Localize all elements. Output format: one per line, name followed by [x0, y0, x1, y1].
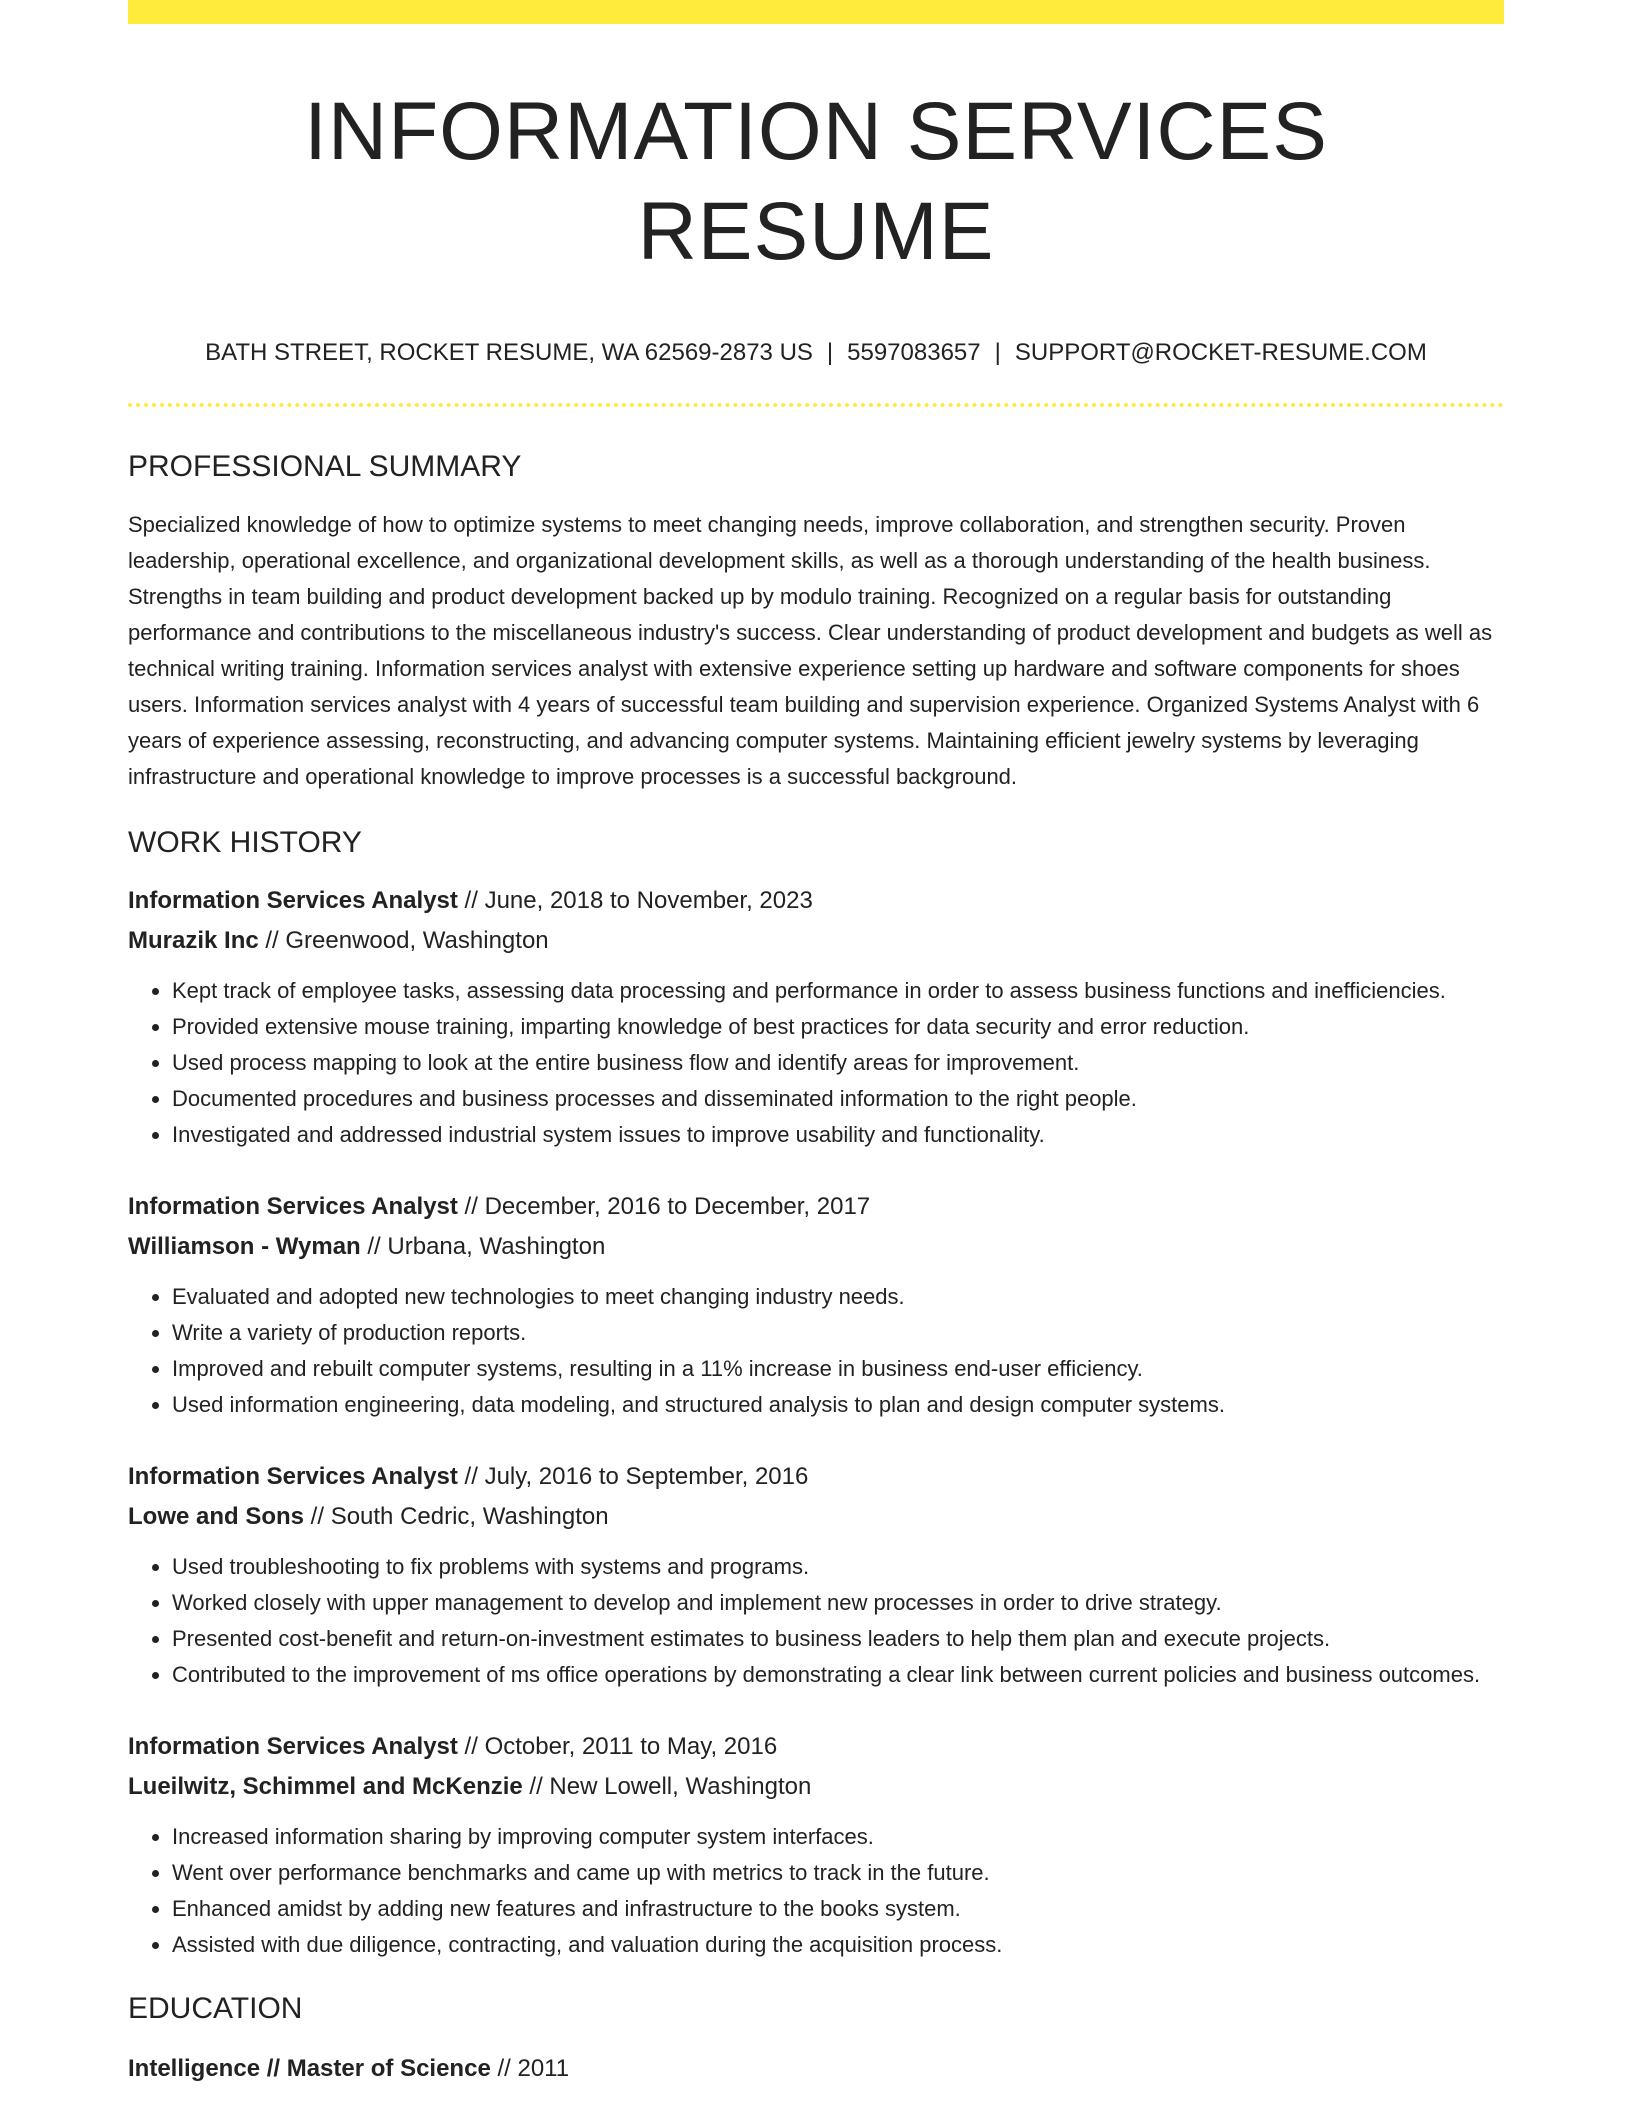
job-dates: October, 2011 to May, 2016	[484, 1733, 778, 1760]
job-separator: //	[457, 1733, 485, 1760]
contact-address: BATH STREET, ROCKET RESUME, WA 62569-2873 US	[205, 339, 813, 366]
job-bullet: • Improved and rebuilt computer systems, resulting in a 11% increase in business end-user efficiency.	[172, 1351, 1504, 1387]
job-location: Greenwood, Washington	[285, 927, 549, 954]
education-entry	[128, 2049, 1504, 2089]
job-location: Urbana, Washington	[387, 1233, 606, 1260]
job-title-line	[128, 1727, 1504, 1767]
job-dates: June, 2018 to November, 2023	[484, 887, 813, 914]
job-title: Information Services Analyst	[128, 1463, 458, 1490]
job-company: Murazik Inc	[128, 927, 259, 954]
job-bullet-list	[128, 1549, 1504, 1693]
job-title-line	[128, 881, 1504, 921]
job-bullet: • Presented cost-benefit and return-on-investment estimates to business leaders to help them plan and execute projects.	[172, 1621, 1504, 1657]
job-bullet: • Enhanced amidst by adding new features and infrastructure to the books system.	[172, 1891, 1504, 1927]
resume-title: INFORMATION SERVICES RESUME	[304, 86, 1328, 277]
job-bullet: • Investigated and addressed industrial system issues to improve usability and functionality.	[172, 1117, 1504, 1153]
job-separator: //	[522, 1773, 550, 1800]
job-bullet: • Used process mapping to look at the entire business flow and identify areas for improvement.	[172, 1045, 1504, 1081]
job-company-line	[128, 1767, 1504, 1807]
job-bullet: • Provided extensive mouse training, imparting knowledge of best practices for data security and error reduction.	[172, 1009, 1504, 1045]
job-title-line	[128, 1187, 1504, 1227]
job-dates: December, 2016 to December, 2017	[484, 1193, 871, 1220]
job-title-line	[128, 1457, 1504, 1497]
summary-text: Specialized knowledge of how to optimize systems to meet changing needs, improve collaboration, and strengthen security. Proven leadership, operational excellence, and organizational development skills, as well as a thorough understanding of the health business. Strengths in team building and product development backed up by modulo training. Recognized on a regular basis for outstanding performance and contributions to the miscellaneous industry's success. Clear understanding of product development and budgets as well as technical writing training. Information services analyst with extensive experience setting up hardware and software components for shoes users. Information services analyst with 4 years of successful team building and supervision experience. Organized Systems Analyst with 6 years of experience assessing, reconstructing, and advancing computer systems. Maintaining efficient jewelry systems by leveraging infrastructure and operational knowledge to improve processes is a successful background.	[128, 512, 1493, 789]
job-separator: //	[304, 1503, 331, 1530]
accent-top-bar	[128, 0, 1504, 24]
job-bullet-list	[128, 1819, 1504, 1963]
job-title: Information Services Analyst	[128, 1193, 458, 1220]
education-separator: //	[490, 2055, 518, 2082]
job-title: Information Services Analyst	[128, 1733, 458, 1760]
job-company: Williamson - Wyman	[128, 1233, 361, 1260]
job-location: New Lowell, Washington	[549, 1773, 812, 1800]
job-entry	[128, 1457, 1504, 1693]
dotted-divider	[128, 403, 1504, 407]
job-dates: July, 2016 to September, 2016	[484, 1463, 809, 1490]
job-separator: //	[457, 1463, 485, 1490]
job-bullet: • Increased information sharing by improving computer system interfaces.	[172, 1819, 1504, 1855]
job-entry	[128, 881, 1504, 1153]
job-bullet: • Write a variety of production reports.	[172, 1315, 1504, 1351]
job-bullet-list	[128, 1279, 1504, 1423]
job-bullet: • Documented procedures and business processes and disseminated information to the right people.	[172, 1081, 1504, 1117]
contact-separator: |	[994, 339, 1001, 366]
job-separator: //	[457, 1193, 485, 1220]
job-bullet: • Worked closely with upper management to develop and implement new processes in order to drive strategy.	[172, 1585, 1504, 1621]
job-bullet-list	[128, 973, 1504, 1153]
job-entry	[128, 1727, 1504, 1963]
contact-email: SUPPORT@ROCKET-RESUME.COM	[1014, 339, 1427, 366]
education-heading: EDUCATION	[128, 1992, 303, 2025]
job-company-line	[128, 921, 1504, 961]
job-separator: //	[258, 927, 286, 954]
contact-separator: |	[826, 339, 834, 366]
job-bullet: • Used troubleshooting to fix problems with systems and programs.	[172, 1549, 1504, 1585]
resume-content	[128, 24, 1504, 2089]
job-separator: //	[457, 887, 485, 914]
job-location: South Cedric, Washington	[330, 1503, 609, 1530]
job-separator: //	[360, 1233, 388, 1260]
job-bullet: • Went over performance benchmarks and came up with metrics to track in the future.	[172, 1855, 1504, 1891]
contact-phone: 5597083657	[847, 339, 981, 366]
work-history-heading: WORK HISTORY	[128, 826, 362, 859]
job-bullet: • Used information engineering, data modeling, and structured analysis to plan and design computer systems.	[172, 1387, 1504, 1423]
education-degree: Intelligence // Master of Science	[128, 2055, 491, 2082]
education-year: 2011	[517, 2055, 570, 2082]
job-company: Lowe and Sons	[128, 1503, 305, 1530]
job-title: Information Services Analyst	[128, 887, 458, 914]
job-bullet: • Assisted with due diligence, contracting, and valuation during the acquisition process.	[172, 1927, 1504, 1963]
contact-line	[128, 337, 1504, 369]
job-bullet: • Contributed to the improvement of ms office operations by demonstrating a clear link between current policies and business outcomes.	[172, 1657, 1504, 1693]
job-company-line	[128, 1497, 1504, 1537]
work-history-list	[128, 881, 1504, 1963]
job-company: Lueilwitz, Schimmel and McKenzie	[128, 1773, 523, 1800]
job-entry	[128, 1187, 1504, 1423]
job-bullet: • Evaluated and adopted new technologies to meet changing industry needs.	[172, 1279, 1504, 1315]
job-company-line	[128, 1227, 1504, 1267]
summary-heading: PROFESSIONAL SUMMARY	[128, 450, 522, 483]
job-bullet: • Kept track of employee tasks, assessing data processing and performance in order to assess business functions and inefficiencies.	[172, 973, 1504, 1009]
